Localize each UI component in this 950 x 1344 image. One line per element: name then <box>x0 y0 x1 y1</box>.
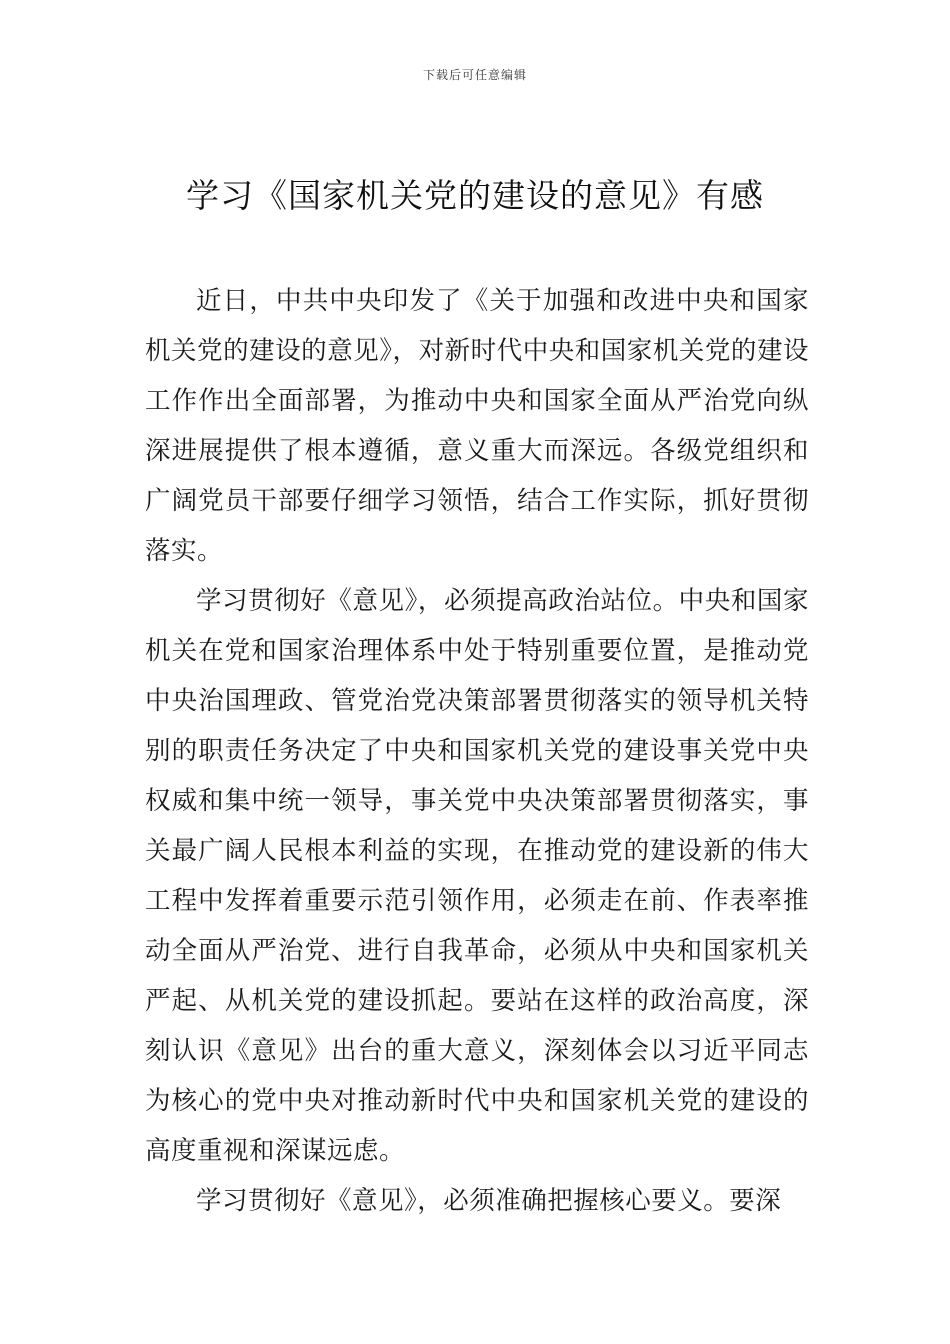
header-note: 下载后可任意编辑 <box>422 68 527 82</box>
document-title: 学习《国家机关党的建设的意见》有感 <box>186 176 764 215</box>
document-body <box>145 276 809 1226</box>
paragraph-2: 学习贯彻好《意见》，必须提高政治站位。中央和国家机关在党和国家治理体系中处于特别重要位置，是推动党中央治国理政、管党治党决策部署贯彻落实的领导机关特别的职责任务决定了中央和国家机关党的建设事关党中央权威和集中统一领导，事关党中央决策部署贯彻落实，事关最广阔人民根本利益的实现，在推动党的建设新的伟大工程中发挥着重要示范引领作用，必须走在前、作表率推动全面从严治党、进行自我革命，必须从中央和国家机关严起、从机关党的建设抓起。要站在这样的政治高度，深刻认识《意见》出台的重大意义，深刻体会以习近平同志为核心的党中央对推动新时代中央和国家机关党的建设的高度重视和深谋远虑。 <box>145 586 809 1166</box>
paragraph-1: 近日，中共中央印发了《关于加强和改进中央和国家机关党的建设的意见》，对新时代中央和国家机关党的建设工作作出全面部署，为推动中央和国家全面从严治党向纵深进展提供了根本遵循，意义重大而深远。各级党组织和广阔党员干部要仔细学习领悟，结合工作实际，抓好贯彻落实。 <box>145 286 809 566</box>
paragraph-3: 学习贯彻好《意见》，必须准确把握核心要义。要深 <box>196 1186 782 1216</box>
